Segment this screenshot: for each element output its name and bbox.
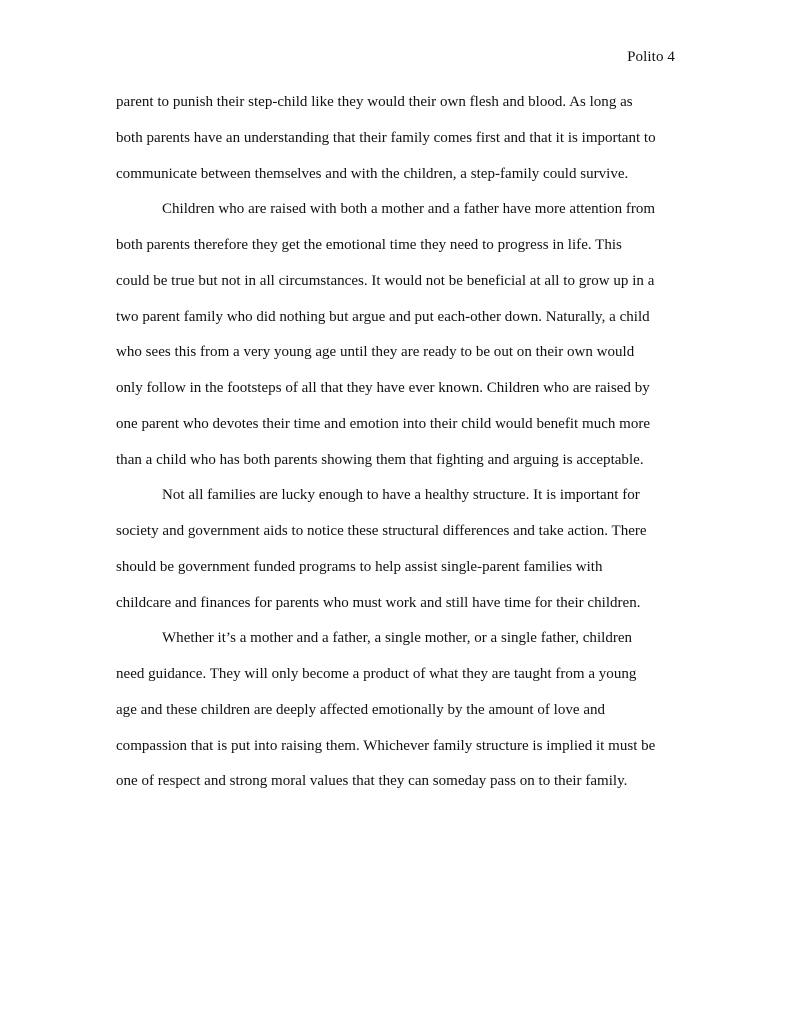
document-body bbox=[116, 85, 678, 800]
text-line: who sees this from a very young age until they are ready to be out on their own would bbox=[116, 344, 635, 361]
text-line: need guidance. They will only become a product of what they are taught from a young bbox=[116, 666, 637, 682]
text-line: age and these children are deeply affected emotionally by the amount of love and bbox=[116, 701, 606, 718]
text-line: one of respect and strong moral values that they can someday pass on to their family. bbox=[116, 773, 628, 790]
text-line: parent to punish their step-child like they would their own flesh and blood. As long as bbox=[116, 94, 633, 110]
text-line: one parent who devotes their time and emotion into their child would benefit much more bbox=[116, 415, 651, 432]
text-line: both parents have an understanding that their family comes first and that it is important to bbox=[116, 129, 656, 146]
text-line: could be true but not in all circumstances. It would not be beneficial at all to grow up in a bbox=[116, 272, 655, 289]
text-line: should be government funded programs to help assist single-parent families with bbox=[116, 558, 603, 575]
text-line: communicate between themselves and with the children, a step-family could survive. bbox=[116, 165, 629, 182]
text-line: compassion that is put into raising them. Whichever family structure is implied it must be bbox=[116, 737, 656, 754]
paragraph-first-line: Not all families are lucky enough to have a healthy structure. It is important for bbox=[162, 487, 640, 504]
paragraph-first-line: Whether it’s a mother and a father, a single mother, or a single father, children bbox=[162, 630, 633, 647]
text-line: than a child who has both parents showing them that fighting and arguing is acceptable. bbox=[116, 451, 644, 468]
page-header-running-head: Polito 4 bbox=[627, 49, 675, 65]
text-line: two parent family who did nothing but argue and put each-other down. Naturally, a child bbox=[116, 308, 650, 325]
text-line: only follow in the footsteps of all that they have ever known. Children who are raised by bbox=[116, 380, 650, 396]
text-line: both parents therefore they get the emotional time they need to progress in life. This bbox=[116, 237, 622, 253]
text-line: society and government aids to notice these structural differences and take action. There bbox=[116, 523, 647, 539]
paragraph-first-line: Children who are raised with both a mother and a father have more attention from bbox=[162, 201, 656, 218]
text-line: childcare and finances for parents who must work and still have time for their children. bbox=[116, 594, 641, 611]
